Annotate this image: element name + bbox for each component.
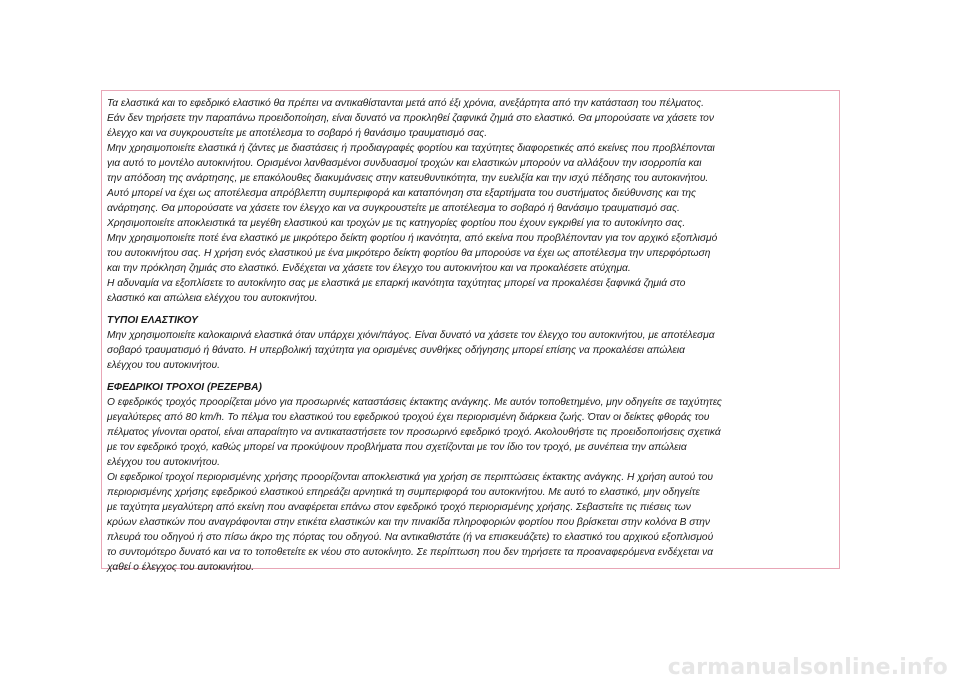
text-line: ελέγχου του αυτοκινήτου. — [107, 457, 220, 468]
text-line: Η αδυναμία να εξοπλίσετε το αυτοκίνητο σας με ελαστικά με επαρκή ικανότητα ταχύτητας μπορεί να προκαλέσει ξαφνικά ζημιά στο — [107, 278, 686, 289]
text-line: το συντομότερο δυνατό και να το τοποθετείτε εκ νέου στο αυτοκίνητο. Σε περίπτωση που δεν τηρήσετε τα προαναφερόμενα ενδέχεται να — [107, 547, 714, 558]
text-line: Χρησιμοποιείτε αποκλειστικά τα μεγέθη ελαστικού και τροχών με τις κατηγορίες φορτίου που έχουν εγκριθεί για το αυτοκίνητο σας. — [107, 218, 686, 229]
text-line: Τα ελαστικά και το εφεδρικό ελαστικό θα πρέπει να αντικαθίστανται μετά από έξι χρόνια, ανεξάρτητα από την κατάσταση του πέλματος. — [107, 98, 704, 109]
text-line: για αυτό το μοντέλο αυτοκινήτου. Ορισμένοι λανθασμένοι συνδυασμοί τροχών και ελαστικών μπορούν να αλλάξουν την ισορροπία και — [107, 158, 702, 169]
text-line: και την πρόκληση ζημιάς στο ελαστικό. Ενδέχεται να χάσετε τον έλεγχο του αυτοκινήτου και να προκαλέσετε ατύχημα. — [107, 263, 631, 274]
text-line: του αυτοκινήτου σας. Η χρήση ενός ελαστικού με ένα μικρότερο δείκτη φορτίου θα μπορούσε να έχει ως αποτέλεσμα την υπερφόρτωση — [107, 248, 711, 259]
tire-types-paragraph — [107, 328, 835, 373]
section-heading-spare-wheels: ΕΦΕΔΡΙΚΟΙ ΤΡΟΧΟΙ (ΡΕΖΕΡΒΑ) — [107, 382, 262, 393]
text-line: κρύων ελαστικών που αναγράφονται στην ετικέτα ελαστικών και την πινακίδα πληροφοριών φορτίου που βρίσκεται στην κολόνα Β στην — [107, 517, 710, 528]
text-line: με τον εφεδρικό τροχό, καθώς μπορεί να προκύψουν προβλήματα που σχετίζονται με τον ίδιο τον τροχό, με συνέπεια την απώλεια — [107, 442, 687, 453]
manual-page-content — [107, 96, 835, 575]
text-line: ελέγχου του αυτοκινήτου. — [107, 360, 220, 371]
text-line: Μην χρησιμοποιείτε ελαστικά ή ζάντες με διαστάσεις ή προδιαγραφές φορτίου και ταχύτητες διαφορετικές από εκείνες που προβλέπονται — [107, 143, 715, 154]
text-line: Εάν δεν τηρήσετε την παραπάνω προειδοποίηση, είναι δυνατό να προκληθεί ζαφνικά ζημιά στο ελαστικό. Θα μπορούσατε να χάσετε τον — [107, 113, 714, 124]
spare-wheels-paragraph — [107, 395, 835, 575]
text-line: Μην χρησιμοποιείτε καλοκαιρινά ελαστικά όταν υπάρχει χιόνι/πάγος. Είναι δυνατό να χάσετε τον έλεγχο του αυτοκινήτου, με αποτέλεσμα — [107, 330, 715, 341]
text-line: σοβαρό τραυματισμό ή θάνατο. Η υπερβολική ταχύτητα για ορισμένες συνθήκες οδήγησης μπορεί επίσης να προκαλέσει απώλεια — [107, 345, 685, 356]
section-heading-tire-types: ΤΥΠΟΙ ΕΛΑΣΤΙΚΟΥ — [107, 315, 198, 326]
text-line: μεγαλύτερες από 80 km/h. Το πέλμα του ελαστικού του εφεδρικού τροχού έχει περιορισμένη διάρκεια ζωής. Όταν οι δείκτες φθοράς του — [107, 412, 710, 423]
text-line: έλεγχο και να συγκρουστείτε με αποτέλεσμα το σοβαρό ή θανάσιμο τραυματισμό σας. — [107, 128, 488, 139]
text-line: Μην χρησιμοποιείτε ποτέ ένα ελαστικό με μικρότερο δείκτη φορτίου ή ικανότητα, από εκείνα που προβλέπονταν για τον αρχικό εξοπλισμό — [107, 233, 718, 244]
watermark-text: carmanualsonline.info — [667, 655, 948, 680]
text-line: περιορισμένης χρήσης εφεδρικού ελαστικού επηρεάζει αρνητικά τη συμπεριφορά του αυτοκινήτου. Με αυτό το ελαστικό, μην οδηγείτε — [107, 487, 700, 498]
text-line: ανάρτησης. Θα μπορούσατε να χάσετε τον έλεγχο και να συγκρουστείτε με αποτέλεσμα το σοβαρό ή θανάσιμο τραυματισμό σας. — [107, 203, 680, 214]
text-line: πέλματος γίνονται ορατοί, είναι απαραίτητο να αντικαταστήσετε τον προσωρινό εφεδρικό τροχό. Ακολουθήστε τις προειδοποιήσεις σχετικά — [107, 427, 721, 438]
intro-paragraph — [107, 96, 835, 306]
text-line: χαθεί ο έλεγχος του αυτοκινήτου. — [107, 562, 255, 573]
text-line: με ταχύτητα μεγαλύτερη από εκείνη που αναφέρεται επάνω στον εφεδρικό τροχό περιορισμένης χρήσης. Σεβαστείτε τις πιέσεις των — [107, 502, 691, 513]
text-line: Αυτό μπορεί να έχει ως αποτέλεσμα απρόβλεπτη συμπεριφορά και καταπόνηση στα εξαρτήματα του συστήματος διεύθυνσης και της — [107, 188, 696, 199]
text-line: την απόδοση της ανάρτησης, με επακόλουθες διακυμάνσεις στην κατευθυντικότητα, την ευελιξία και την ισχύ πέδησης του αυτοκινήτου. — [107, 173, 709, 184]
text-line: ελαστικό και απώλεια ελέγχου του αυτοκινήτου. — [107, 293, 318, 304]
text-line: Οι εφεδρικοί τροχοί περιορισμένης χρήσης προορίζονται αποκλειστικά για χρήση σε περιπτώσεις έκτακτης ανάγκης. Η χρήση αυτού του — [107, 472, 713, 483]
text-line: Ο εφεδρικός τροχός προορίζεται μόνο για προσωρινές καταστάσεις έκτακτης ανάγκης. Με αυτόν τοποθετημένο, μην οδηγείτε σε ταχύτητες — [107, 397, 722, 408]
text-line: πλευρά του οδηγού ή στο πίσω άκρο της πόρτας του οδηγού. Να αντικαθιστάτε (ή να επισκευάζετε) το ελαστικό του αρχικού εξοπλισμού — [107, 532, 714, 543]
